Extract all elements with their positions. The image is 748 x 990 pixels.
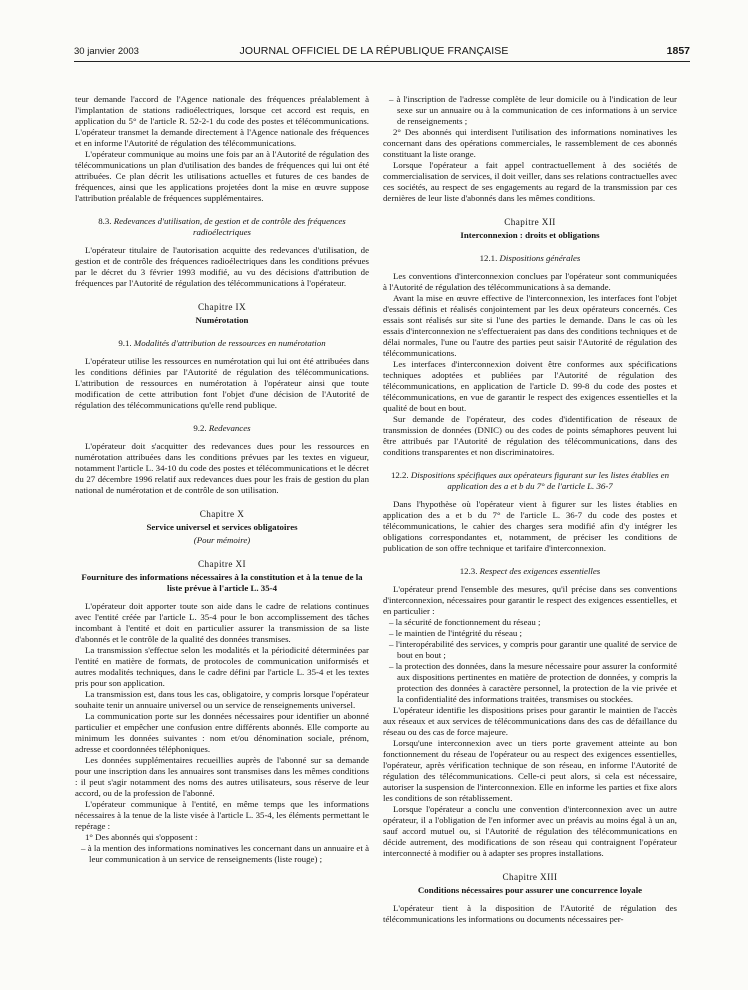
left-column	[75, 94, 369, 865]
chapter-label: Chapitre X	[199, 509, 245, 519]
section-title: Dispositions spécifiques aux opérateurs figurant sur les listes établies en application des a et b du 7° de l'article L. 36-7	[410, 470, 670, 491]
paragraph: Lorsqu'une interconnexion avec un tiers porte gravement atteinte au bon fonctionnement du réseau de l'opérateur ou au respect des exigences essentielles, l'opérateur, après vérification technique de son réseau, en informe l'Autorité de régulation des télécommunications. Celle-ci peut alors, si cela est nécessaire, autoriser la suspension de l'interconnexion. Elle en informe les parties et fixe alors les conditions de son rétablissement.	[383, 738, 677, 803]
paragraph: L'opérateur tient à la disposition de l'Autorité de régulation des télécommunications les informations ou documents nécessaires per-	[383, 903, 677, 924]
section-title: Redevances	[208, 423, 251, 433]
paragraph: L'opérateur identifie les dispositions prises pour garantir le maintien de l'accès aux réseaux et aux services de télécommunications dans des cas de défaillance du réseau ou des cas de force majeure.	[383, 705, 677, 737]
section-number: 12.3.	[459, 566, 478, 576]
section-heading-9-2	[75, 423, 369, 434]
paragraph: La communication porte sur les données nécessaires pour identifier un abonné particulier et empêcher une confusion entre différents abonnés. Elle comporte au minimum les données suivantes : nom et/ou dénomination sociale, prénom, adresse et coordonnées téléphoniques.	[75, 711, 369, 754]
paragraph: L'opérateur titulaire de l'autorisation acquitte des redevances d'utilisation, de gestion et de contrôle des fréquences radioélectriques dans les conditions prévues par le décret du 3 février 1993 modifié, au vu des décisions d'attribution de fréquences par l'Autorité de régulation des télécommunications à l'opérateur.	[75, 245, 369, 288]
chapter-title: Conditions nécessaires pour assurer une concurrence loyale	[417, 885, 643, 895]
paragraph: L'opérateur prend l'ensemble des mesures, qu'il précise dans ses conventions d'interconnexion, nécessaires pour garantir le respect des exigences essentielles, et en particulier :	[383, 584, 677, 616]
list-item: – le maintien de l'intégrité du réseau ;	[389, 628, 522, 638]
chapter-label: Chapitre XI	[197, 559, 247, 569]
right-column	[383, 94, 677, 925]
list-item: 1° Des abonnés qui s'opposent :	[85, 832, 198, 842]
list-item: – à l'inscription de l'adresse complète de leur domicile ou à l'indication de leur sexe sur un annuaire ou à la communication de ces informations à un service de renseignements ;	[389, 94, 677, 126]
chapter-title: Service universel et services obligatoires	[146, 522, 298, 532]
section-title: Dispositions générales	[499, 253, 581, 263]
section-number: 9.2.	[193, 423, 207, 433]
paragraph: Lorsque l'opérateur a conclu une convention d'interconnexion avec un autre opérateur, il a l'obligation de l'en informer avec un préavis au moins égal à un an, sauf accord mutuel ou, si l'Autorité de régulation des télécommunications en décide autrement, des modifications de son réseau qui contraignent l'opérateur interconnecté à modifier ou à adapter ses propres installations.	[383, 804, 677, 858]
paragraph: La transmission est, dans tous les cas, obligatoire, y compris lorsque l'opérateur souhaite tenir un annuaire universel ou un service de renseignements universel.	[75, 689, 369, 710]
paragraph: L'opérateur communique à l'entité, en même temps que les informations nécessaires à la tenue de la liste visée à l'article L. 35-4, les éléments permettant le repérage :	[75, 799, 369, 831]
chapter-title: Fourniture des informations nécessaires à la constitution et à la tenue de la liste prévue à l'article L. 35-4	[81, 572, 363, 593]
chapter-note: (Pour mémoire)	[193, 535, 251, 545]
list-item: – la sécurité de fonctionnement du réseau ;	[389, 617, 541, 627]
section-title: Redevances d'utilisation, de gestion et de contrôle des fréquences radioélectriques	[113, 216, 346, 237]
paragraph: Les conventions d'interconnexion conclues par l'opérateur sont communiquées à l'Autorité de régulation des télécommunications à sa demande.	[383, 271, 677, 292]
section-heading-8-3	[75, 216, 369, 238]
paragraph: Les interfaces d'interconnexion doivent être conformes aux spécifications techniques adoptées et publiées par l'Autorité de régulation des télécommunications, en application de l'article D. 99-8 du code des postes et télécommunications, en vue de garantir le respect des exigences essentielles et la qualité de bout en bout.	[383, 359, 677, 413]
journal-title: JOURNAL OFFICIEL DE LA RÉPUBLIQUE FRANÇAISE	[239, 45, 509, 57]
chapter-title: Interconnexion : droits et obligations	[460, 230, 600, 240]
paragraph: L'opérateur doit apporter toute son aide dans le cadre de relations continues avec l'entité créée par l'article L. 35-4 pour le bon accomplissement des tâches incombant à l'entité et doit en particulier assurer la transmission de sa liste d'abonnés et le contrôle de la qualité des données transmises.	[75, 601, 369, 644]
section-heading-9-1	[75, 338, 369, 349]
section-heading-12-1	[383, 253, 677, 264]
paragraph: Sur demande de l'opérateur, des codes d'identification de réseaux de transmission de données (DNIC) ou des codes de points sémaphores peuvent lui être attribués par l'Autorité de régulation des télécommunications, dans des conditions transparentes et non discriminatoires.	[383, 414, 677, 457]
paragraph: L'opérateur utilise les ressources en numérotation qui lui ont été attribuées dans les conditions définies par l'Autorité de régulation des télécommunications. L'attribution de ressources en numérotation à l'opérateur ainsi que toute modification de cette attribution font l'objet d'une décision de l'Autorité de régulation des télécommunications qu'elle rend publique.	[75, 356, 369, 410]
section-number: 12.1.	[479, 253, 498, 263]
paragraph: L'opérateur doit s'acquitter des redevances dues pour les ressources en numérotation attribuées dans les conditions prévues par les textes en vigueur, notamment l'article L. 34-10 du code des postes et télécommunications et le décret du 27 décembre 1996 relatif aux redevances dues pour les frais de gestion du plan national de numérotation et de contrôle de son utilisation.	[75, 441, 369, 495]
paragraph: L'opérateur communique au moins une fois par an à l'Autorité de régulation des télécommunications un plan d'utilisation des bandes de fréquences qui lui ont été attribuées. Ce plan décrit les utilisations actuelles et futures de ces bandes de fréquences, ainsi que les applications projetées dont la mise en œuvre suppose l'attribution préalable de fréquences supplémentaires.	[75, 149, 369, 203]
section-number: 8.3.	[98, 216, 112, 226]
section-number: 12.2.	[390, 470, 409, 480]
paragraph: Avant la mise en œuvre effective de l'interconnexion, les interfaces font l'objet d'essais définis et réalisés conjointement par les deux opérateurs concernés. Ces essais sont réalisés sur site si l'une des parties le demande. Dans le cas où les essais d'interconnexion ne s'effectueraient pas dans des conditions techniques et de délai normales, l'une ou l'autre des parties peut saisir l'Autorité de régulation des télécommunications.	[383, 293, 677, 358]
section-title: Modalités d'attribution de ressources en numérotation	[133, 338, 326, 348]
header-date: 30 janvier 2003	[74, 46, 139, 57]
page-number: 1857	[666, 45, 690, 57]
paragraph: La transmission s'effectue selon les modalités et la périodicité déterminées par l'entité en matière de formats, de protocoles de communication uniformisés et autres modalités techniques, dans le cadre défini par l'article L. 35-4 et les textes pris pour son application.	[75, 645, 369, 688]
chapter-title: Numérotation	[195, 315, 249, 325]
paragraph: Lorsque l'opérateur a fait appel contractuellement à des sociétés de commercialisation de services, il doit veiller, dans ses relations contractuelles avec ces sociétés, au respect de ses engagements au regard de la transmission par ces dernières de leur liste d'abonnés dans les mêmes conditions.	[383, 160, 677, 203]
header-rule	[74, 61, 690, 62]
list-item: – à la mention des informations nominatives les concernant dans un annuaire et à leur communication à un service de renseignements (liste rouge) ;	[81, 843, 369, 864]
list-item: 2° Des abonnés qui interdisent l'utilisation des informations nominatives les concernant dans des opérations commerciales, le rassemblement de ces abonnés constituant la liste orange.	[383, 127, 677, 159]
paragraph: Les données supplémentaires recueillies auprès de l'abonné sur sa demande pour une inscription dans les annuaires sont transmises dans les mêmes conditions : il peut s'agir notamment des noms des autres utilisateurs, sous réserve de leur accord, ou de la profession de l'abonné.	[75, 755, 369, 798]
paragraph: Dans l'hypothèse où l'opérateur vient à figurer sur les listes établies en application des a et b du 7° de l'article L. 36-7 du code des postes et télécommunications, le cahier des charges sera modifié afin d'y intégrer les obligations correspondantes et, notamment, de préciser les conditions de publication de son offre technique et tarifaire d'interconnexion.	[383, 499, 677, 553]
paragraph: teur demande l'accord de l'Agence nationale des fréquences préalablement à l'implantation de stations radioélectriques, lorsque cet accord est requis, en application du 5° de l'article R. 52-2-1 du code des postes et télécommunications. L'opérateur transmet la demande directement à l'Agence nationale des fréquences et en informe l'Autorité de régulation des télécommunications.	[75, 94, 369, 148]
chapter-label: Chapitre XII	[504, 217, 556, 227]
list-item: – la protection des données, dans la mesure nécessaire pour assurer la conformité aux dispositions pertinentes en matière de protection de données, y compris la protection des données à caractère personnel, la protection de la vie privée et la confidentialité des informations traitées, transmises ou stockées.	[389, 661, 677, 704]
page-header	[0, 46, 748, 66]
section-heading-12-3	[383, 566, 677, 577]
chapter-label: Chapitre XIII	[502, 872, 558, 882]
chapter-label: Chapitre IX	[197, 302, 247, 312]
section-number: 9.1.	[118, 338, 132, 348]
section-heading-12-2	[383, 470, 677, 492]
section-title: Respect des exigences essentielles	[479, 566, 601, 576]
list-item: – l'interopérabilité des services, y compris pour garantir une qualité de service de bout en bout ;	[389, 639, 677, 660]
